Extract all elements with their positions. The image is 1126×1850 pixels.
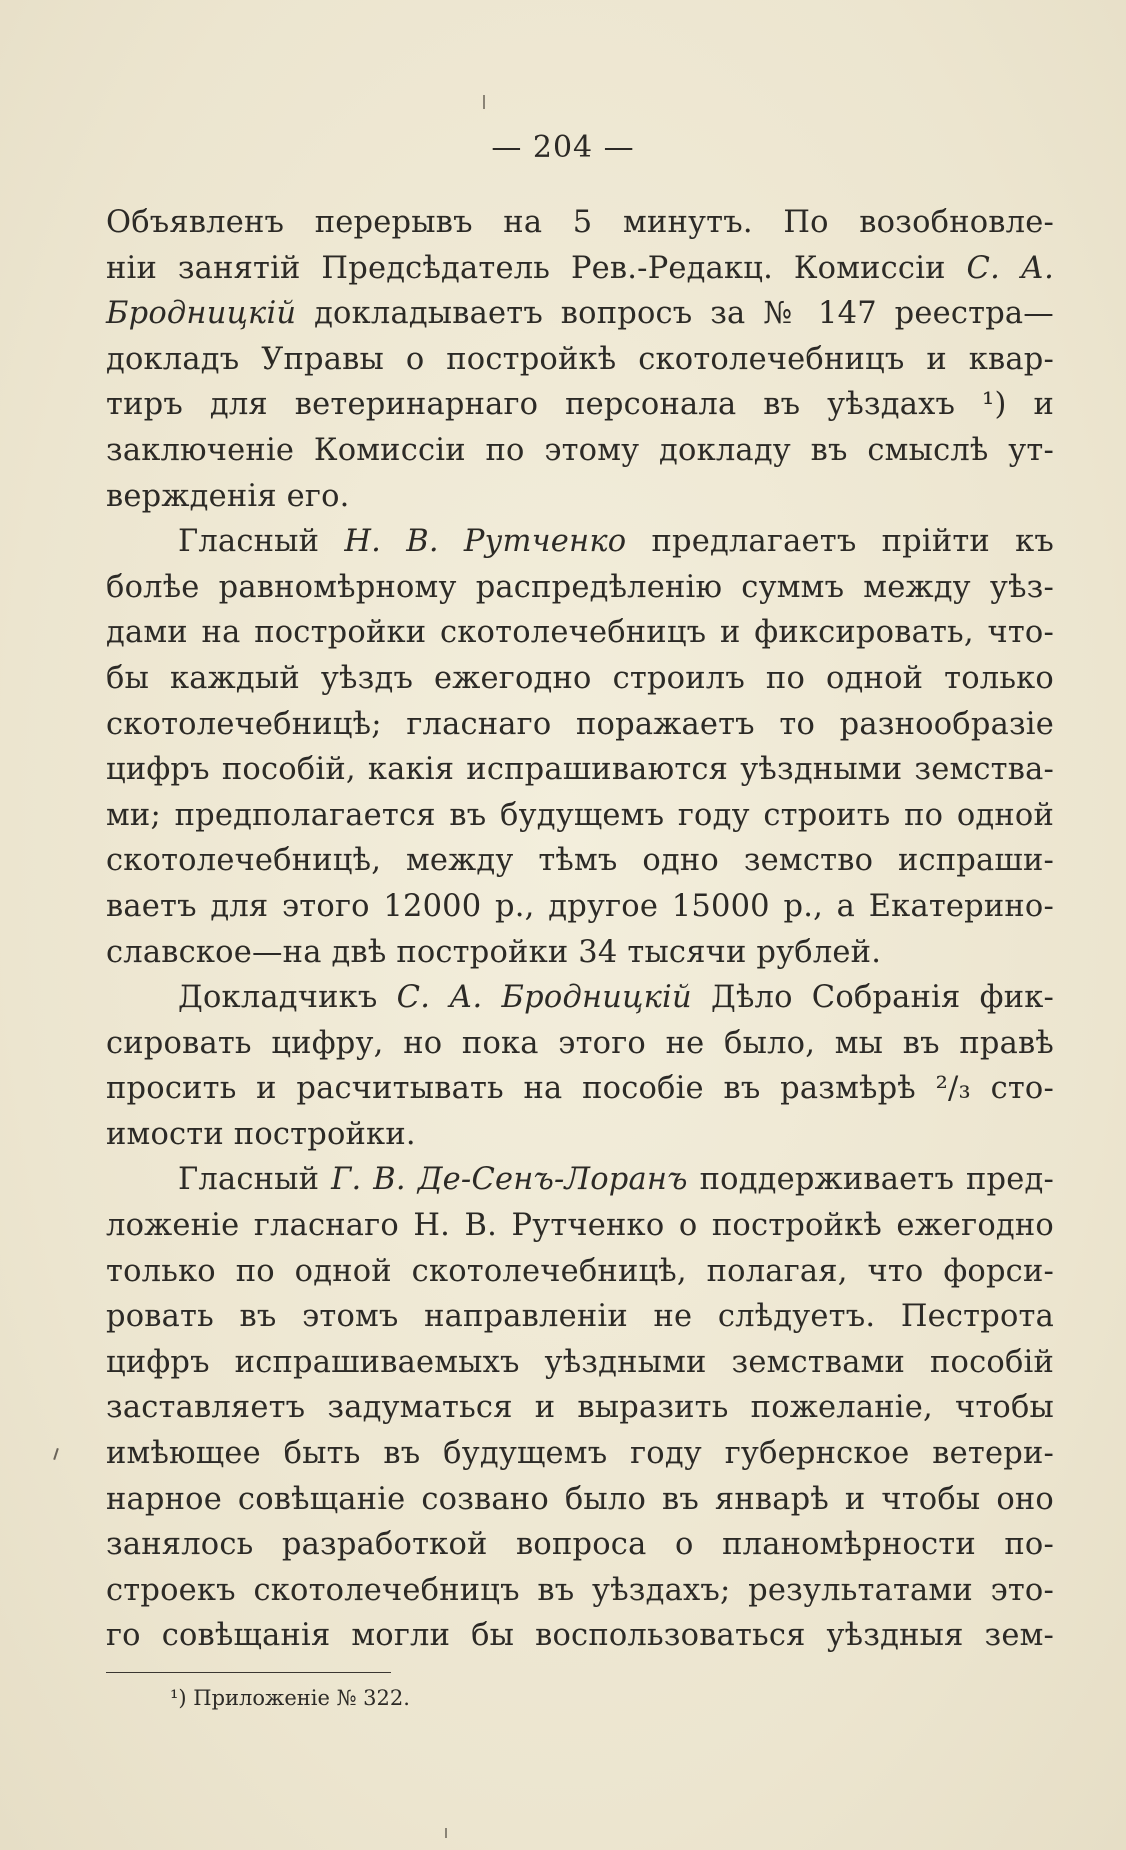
- text-line: скотолечебницѣ, между тѣмъ одно земство испраши-: [106, 843, 1054, 879]
- text-line: Докладчикъ С. А. Бродницкiй Дѣло Собранiя фик-: [178, 980, 1054, 1016]
- footnote-divider: [106, 1672, 391, 1673]
- margin-pencil-mark: [53, 1448, 59, 1460]
- italic-name: С. А.: [966, 250, 1054, 286]
- text-line: строекъ скотолечебницъ въ уѣздахъ; результатами это-: [106, 1572, 1054, 1608]
- text-line: ложенiе гласнаго Н. В. Рутченко о постройкѣ ежегодно: [106, 1208, 1054, 1244]
- text-line: го совѣщанiя могли бы воспользоваться уѣздныя зем-: [106, 1618, 1054, 1654]
- text-line: ровать въ этомъ направленiи не слѣдуетъ. Пестрота: [106, 1299, 1054, 1335]
- page-number: — 204 —: [491, 130, 635, 165]
- text-line: Гласный Г. В. Де-Сенъ-Лоранъ поддерживаетъ пред-: [178, 1162, 1054, 1198]
- text-line: заключенiе Комиссiи по этому докладу въ смыслѣ ут-: [106, 432, 1054, 468]
- text-line: только по одной скотолечебницѣ, полагая, что форси-: [106, 1253, 1054, 1289]
- text-line: нарное совѣщанiе созвано было въ январѣ и чтобы оно: [106, 1481, 1054, 1517]
- footnote: ¹) Приложенiе № 322.: [170, 1686, 410, 1710]
- text-line: Гласный Н. В. Рутченко предлагаетъ прiйти къ: [178, 524, 1054, 560]
- text-line: цифръ испрашиваемыхъ уѣздными земствами пособiй: [106, 1344, 1054, 1380]
- text-line: имости постройки.: [106, 1116, 416, 1152]
- italic-name: С. А. Бродницкiй: [396, 980, 692, 1016]
- text-line: ваетъ для этого 12000 р., другое 15000 р., а Екатерино-: [106, 888, 1054, 924]
- text-line: Бродницкiй докладываетъ вопросъ за № 147 реестра—: [106, 296, 1054, 332]
- text-line: имѣющее быть въ будущемъ году губернское ветери-: [106, 1436, 1054, 1472]
- body-text: [106, 200, 1054, 1659]
- text-line: докладъ Управы о постройкѣ скотолечебницъ и квар-: [106, 341, 1054, 377]
- text-line: болѣе равномѣрному распредѣленiю суммъ между уѣз-: [106, 569, 1054, 605]
- text-line: занялось разработкой вопроса о планомѣрности по-: [106, 1527, 1054, 1563]
- text-line: цифръ пособiй, какiя испрашиваются уѣздными земства-: [106, 752, 1054, 788]
- italic-name: Н. В. Рутченко: [344, 524, 627, 560]
- scan-mark-top: [483, 95, 485, 109]
- text-line: дами на постройки скотолечебницъ и фиксировать, что-: [106, 615, 1054, 651]
- italic-name: Бродницкiй: [106, 296, 297, 332]
- text-line: сировать цифру, но пока этого не было, мы въ правѣ: [106, 1025, 1054, 1061]
- text-line: просить и расчитывать на пособiе въ размѣрѣ ²/₃ сто-: [106, 1071, 1054, 1107]
- text-line: скотолечебницѣ; гласнаго поражаетъ то разнообразiе: [106, 706, 1054, 742]
- text-line: ми; предполагается въ будущемъ году строить по одной: [106, 797, 1054, 833]
- text-line: славское—на двѣ постройки 34 тысячи рублей.: [106, 934, 882, 970]
- text-line: заставляетъ задуматься и выразить пожеланiе, чтобы: [106, 1390, 1054, 1426]
- text-line: бы каждый уѣздъ ежегодно строилъ по одной только: [106, 660, 1054, 696]
- scan-mark-bottom: [445, 1828, 447, 1838]
- text-line: Объявленъ перерывъ на 5 минутъ. По возобновле-: [106, 205, 1054, 240]
- italic-name: Г. В. Де-Сенъ-Лоранъ: [331, 1162, 688, 1198]
- text-line: нiи занятiй Предсѣдатель Рев.-Редакц. Комиссiи С. А.: [106, 250, 1054, 286]
- text-line: вержденiя его.: [106, 478, 350, 514]
- text-line: тиръ для ветеринарнаго персонала въ уѣздахъ ¹) и: [106, 387, 1054, 423]
